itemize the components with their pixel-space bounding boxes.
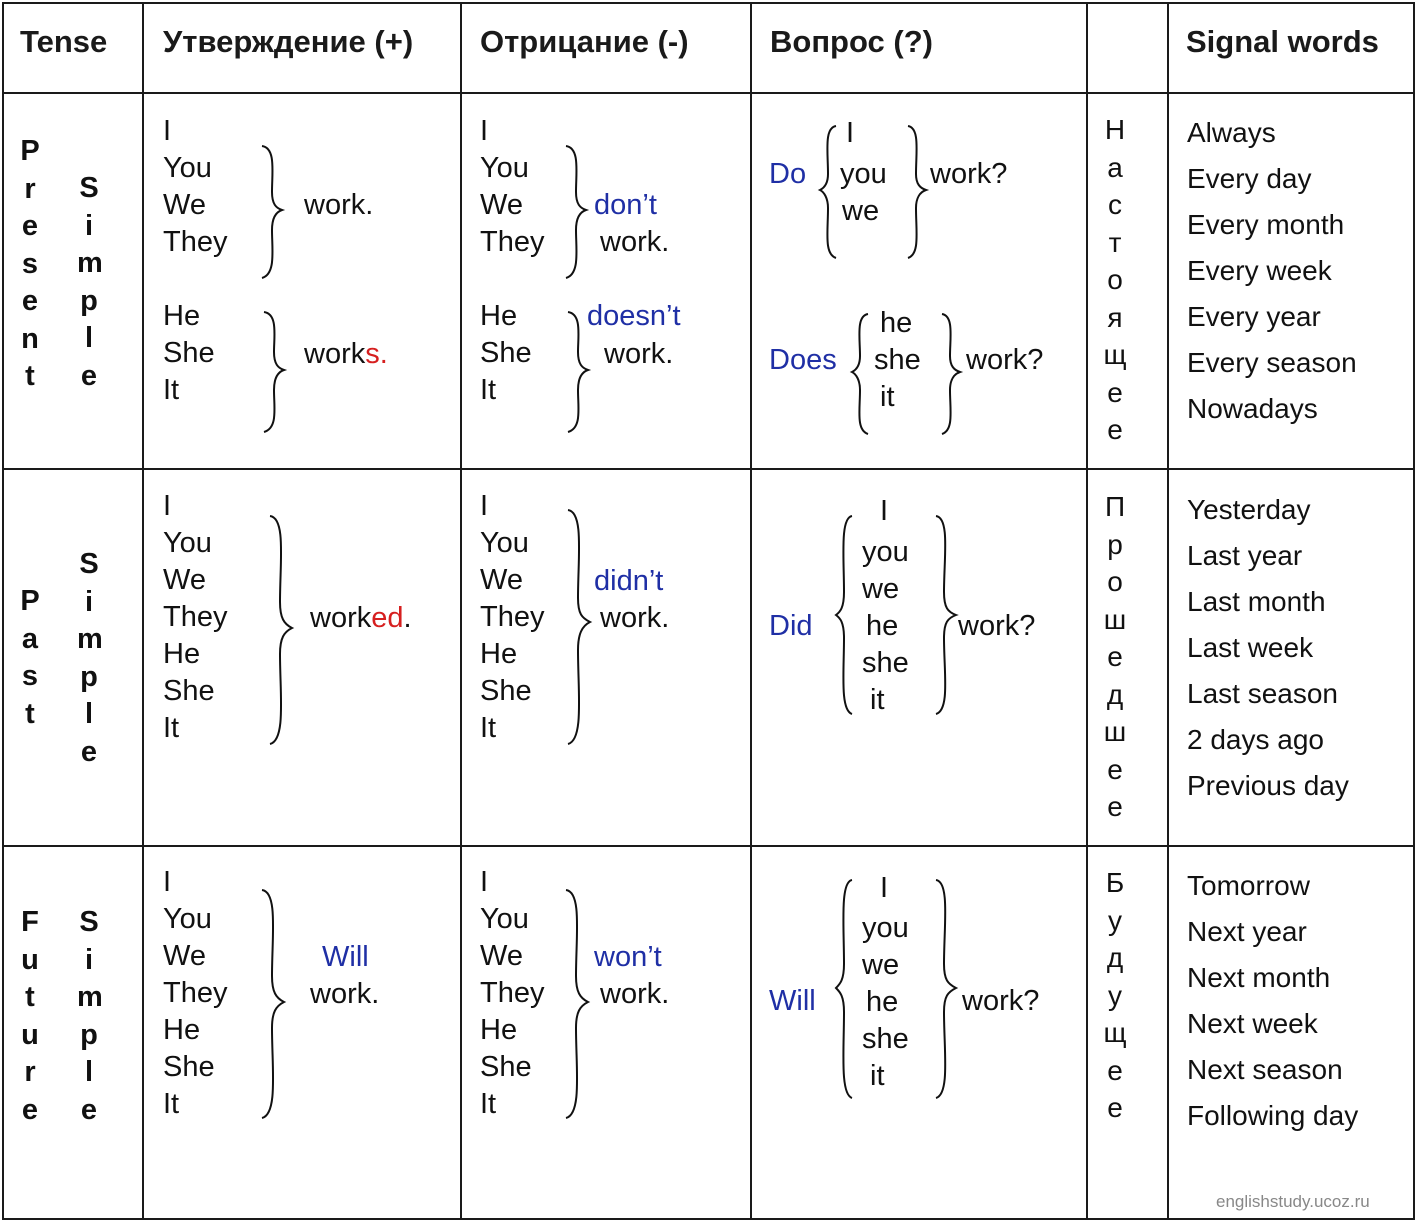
letter: m bbox=[77, 981, 103, 1013]
tense-label-simple bbox=[77, 904, 101, 1129]
letter: щ bbox=[1103, 339, 1127, 370]
negative-auxiliary: won’t bbox=[594, 941, 662, 973]
grid-line bbox=[460, 2, 462, 1220]
signal-word: Last week bbox=[1187, 632, 1314, 663]
letter: m bbox=[77, 247, 103, 279]
letter: е bbox=[1107, 414, 1123, 445]
affirmative-verb: worked. bbox=[310, 602, 412, 634]
grid-line bbox=[750, 2, 752, 1220]
signal-word: Last season bbox=[1187, 678, 1338, 709]
letter: е bbox=[1107, 791, 1123, 822]
signal-word: 2 days ago bbox=[1187, 724, 1324, 755]
negative-verb: work. bbox=[600, 226, 670, 258]
question-verb: work? bbox=[966, 344, 1044, 376]
letter: е bbox=[1107, 376, 1123, 408]
letter: е bbox=[1107, 1054, 1123, 1086]
letter: p bbox=[80, 660, 98, 693]
pronoun: I bbox=[163, 866, 172, 898]
grid-line bbox=[1167, 2, 1169, 1220]
letter: t bbox=[25, 981, 35, 1013]
signal-word: Every season bbox=[1187, 347, 1357, 378]
signal-words-list bbox=[1187, 863, 1358, 1139]
curly-brace bbox=[850, 310, 872, 438]
letter: е bbox=[1107, 753, 1123, 785]
watermark: englishstudy.ucoz.ru bbox=[1216, 1192, 1370, 1211]
curly-brace bbox=[932, 512, 958, 718]
pronoun: We bbox=[163, 564, 206, 596]
letter: r bbox=[24, 1056, 36, 1088]
letter: t bbox=[25, 697, 35, 730]
letter: e bbox=[21, 1093, 39, 1126]
pronoun: I bbox=[480, 866, 489, 898]
letter: о bbox=[1107, 264, 1123, 295]
curly-brace bbox=[818, 122, 840, 262]
question-pronoun: I bbox=[880, 872, 889, 904]
letter: l bbox=[84, 322, 94, 354]
question-pronoun: he bbox=[880, 307, 913, 339]
pronoun: She bbox=[480, 1051, 532, 1083]
question-pronoun: I bbox=[880, 495, 889, 527]
pronoun: You bbox=[480, 903, 529, 935]
curly-brace bbox=[932, 876, 958, 1102]
curly-brace bbox=[562, 886, 592, 1122]
question-pronoun: we bbox=[862, 949, 900, 981]
pronoun: It bbox=[480, 1088, 497, 1120]
pronoun: We bbox=[163, 189, 206, 221]
pronoun: She bbox=[480, 675, 532, 707]
question-pronoun: she bbox=[862, 647, 909, 679]
affirmative-auxiliary: Will bbox=[322, 941, 369, 973]
grid-line bbox=[1413, 2, 1415, 1220]
negative-auxiliary: doesn’t bbox=[587, 300, 681, 332]
letter: е bbox=[1107, 1092, 1123, 1123]
pronoun: We bbox=[480, 564, 523, 596]
pronoun: They bbox=[163, 601, 228, 633]
question-pronoun: it bbox=[880, 381, 895, 413]
grid-line bbox=[2, 468, 1415, 470]
signal-word: Following day bbox=[1187, 1100, 1359, 1131]
letter: r bbox=[24, 172, 36, 205]
letter: s bbox=[21, 660, 39, 692]
pronoun: She bbox=[163, 675, 215, 707]
pronoun: You bbox=[480, 527, 529, 559]
pronoun: I bbox=[163, 490, 172, 522]
pronoun: It bbox=[163, 1088, 180, 1120]
grid-line bbox=[2, 1218, 1415, 1220]
pronoun: I bbox=[480, 490, 489, 522]
pronoun: I bbox=[480, 115, 489, 147]
letter: ш bbox=[1103, 716, 1127, 747]
signal-word: Next year bbox=[1187, 916, 1307, 947]
pronoun: They bbox=[163, 226, 228, 258]
header-tense: Tense bbox=[20, 24, 108, 59]
question-pronoun: she bbox=[874, 344, 921, 376]
negative-pronouns bbox=[480, 864, 544, 1123]
pronoun: They bbox=[480, 226, 545, 258]
letter: e bbox=[21, 210, 39, 242]
letter: S bbox=[79, 172, 99, 204]
pronoun: She bbox=[480, 337, 532, 369]
grid-line bbox=[1086, 2, 1088, 1220]
grid-line bbox=[142, 2, 144, 1220]
curly-brace bbox=[266, 512, 296, 748]
affirmative-verb: work. bbox=[304, 189, 374, 221]
question-pronoun: you bbox=[840, 158, 887, 190]
russian-translation bbox=[1100, 488, 1130, 826]
question-pronoun: it bbox=[870, 684, 885, 716]
letter: t bbox=[25, 360, 35, 392]
pronoun: You bbox=[163, 527, 212, 559]
tense-label-simple bbox=[77, 170, 101, 395]
signal-word: Every day bbox=[1187, 163, 1312, 194]
letter: i bbox=[84, 585, 94, 618]
question-auxiliary: Do bbox=[769, 158, 807, 190]
tense-label-future bbox=[18, 904, 42, 1129]
header-question: Вопрос (?) bbox=[770, 24, 933, 59]
curly-brace bbox=[564, 506, 594, 748]
signal-word: Yesterday bbox=[1187, 494, 1311, 525]
curly-brace bbox=[258, 886, 288, 1122]
signal-word: Previous day bbox=[1187, 770, 1349, 801]
question-pronoun: she bbox=[862, 1023, 909, 1055]
letter: p bbox=[80, 284, 98, 317]
pronoun: They bbox=[480, 977, 545, 1009]
letter: p bbox=[80, 1018, 98, 1051]
letter: i bbox=[84, 943, 94, 976]
russian-translation bbox=[1100, 864, 1130, 1127]
signal-word: Every year bbox=[1187, 301, 1321, 332]
pronoun: We bbox=[163, 940, 206, 972]
pronoun: It bbox=[163, 374, 180, 406]
pronoun: You bbox=[163, 903, 212, 935]
question-pronoun: we bbox=[842, 195, 880, 227]
letter: e bbox=[80, 359, 98, 392]
negative-verb: work. bbox=[604, 338, 674, 370]
curly-brace bbox=[938, 310, 962, 438]
ending-highlight: s. bbox=[365, 338, 388, 370]
pronoun: We bbox=[480, 940, 523, 972]
question-pronoun: you bbox=[862, 536, 909, 568]
letter: S bbox=[79, 548, 99, 580]
letter: е bbox=[1107, 641, 1123, 672]
pronoun: It bbox=[480, 712, 497, 744]
pronoun: It bbox=[480, 374, 497, 406]
question-pronoun: he bbox=[866, 610, 899, 642]
letter: s bbox=[21, 247, 39, 280]
letter: m bbox=[77, 623, 103, 655]
signal-word: Next week bbox=[1187, 1008, 1318, 1039]
signal-word: Next month bbox=[1187, 962, 1331, 993]
russian-translation bbox=[1100, 111, 1130, 449]
letter: с bbox=[1108, 189, 1122, 220]
affirmative-pronouns bbox=[163, 488, 227, 747]
pronoun: They bbox=[163, 977, 228, 1009]
curly-brace bbox=[562, 142, 592, 282]
question-auxiliary: Did bbox=[769, 610, 813, 642]
pronoun: She bbox=[163, 1051, 215, 1083]
pronoun: It bbox=[163, 712, 180, 744]
letter: Н bbox=[1104, 114, 1126, 145]
signal-word: Every week bbox=[1187, 255, 1332, 286]
letter: l bbox=[84, 1056, 94, 1088]
question-pronoun: it bbox=[870, 1060, 885, 1092]
curly-brace bbox=[834, 512, 856, 718]
signal-word: Last year bbox=[1187, 540, 1303, 571]
affirmative-verb: works. bbox=[304, 338, 388, 370]
pronoun: He bbox=[480, 1014, 518, 1046]
grid-line bbox=[2, 845, 1415, 847]
negative-verb: work. bbox=[600, 602, 670, 634]
affirmative-verb: work. bbox=[310, 978, 380, 1010]
header-negative: Отрицание (-) bbox=[480, 24, 689, 59]
pronoun: He bbox=[163, 638, 201, 670]
letter: e bbox=[80, 1093, 98, 1126]
curly-brace bbox=[258, 142, 288, 282]
letter: о bbox=[1107, 566, 1123, 597]
letter: у bbox=[1108, 979, 1122, 1011]
curly-brace bbox=[904, 122, 928, 262]
signal-word: Always bbox=[1187, 117, 1276, 148]
letter: я bbox=[1107, 301, 1123, 333]
letter: e bbox=[80, 735, 98, 768]
letter: a bbox=[21, 622, 39, 655]
affirmative-pronouns bbox=[163, 864, 227, 1123]
question-auxiliary: Will bbox=[769, 985, 816, 1017]
tense-label-simple bbox=[77, 546, 101, 771]
letter: S bbox=[79, 906, 99, 938]
curly-brace bbox=[834, 876, 856, 1102]
question-verb: work? bbox=[930, 158, 1008, 190]
letter: l bbox=[84, 698, 94, 730]
question-auxiliary: Does bbox=[769, 344, 837, 376]
signal-word: Every month bbox=[1187, 209, 1345, 240]
pronoun: He bbox=[163, 1014, 201, 1046]
pronoun: She bbox=[163, 337, 215, 369]
letter: i bbox=[84, 209, 94, 242]
letter: F bbox=[21, 906, 39, 938]
letter: Б bbox=[1105, 867, 1125, 898]
question-pronoun: you bbox=[862, 912, 909, 944]
pronoun: He bbox=[163, 300, 201, 332]
letter: а bbox=[1107, 151, 1123, 183]
signal-word: Next season bbox=[1187, 1054, 1343, 1085]
letter: д bbox=[1106, 942, 1124, 973]
question-pronoun: he bbox=[866, 986, 899, 1018]
grid-line bbox=[2, 2, 1415, 4]
question-verb: work? bbox=[958, 610, 1036, 642]
tense-label-present bbox=[18, 133, 42, 396]
letter: e bbox=[21, 285, 39, 317]
curly-brace bbox=[260, 308, 290, 436]
negative-auxiliary: don’t bbox=[594, 189, 657, 221]
question-verb: work? bbox=[962, 985, 1040, 1017]
negative-pronouns bbox=[480, 488, 544, 747]
letter: д bbox=[1106, 678, 1124, 710]
signal-words-list bbox=[1187, 487, 1349, 809]
letter: у bbox=[1108, 904, 1122, 936]
letter: т bbox=[1108, 226, 1122, 258]
question-pronoun: I bbox=[846, 117, 855, 149]
pronoun: We bbox=[480, 189, 523, 221]
pronoun: He bbox=[480, 300, 518, 332]
affirmative-pronouns bbox=[163, 113, 227, 261]
negative-auxiliary: didn’t bbox=[594, 565, 664, 597]
affirmative-pronouns bbox=[163, 298, 215, 409]
letter: P bbox=[20, 135, 40, 167]
ending-highlight: ed bbox=[371, 602, 404, 634]
negative-pronouns bbox=[480, 298, 532, 409]
letter: щ bbox=[1103, 1017, 1127, 1048]
pronoun: I bbox=[163, 115, 172, 147]
grid-line bbox=[2, 2, 4, 1220]
signal-words-list bbox=[1187, 110, 1357, 432]
letter: u bbox=[21, 943, 39, 976]
negative-verb: work. bbox=[600, 978, 670, 1010]
signal-word: Nowadays bbox=[1187, 393, 1318, 424]
letter: р bbox=[1107, 528, 1123, 560]
negative-pronouns bbox=[480, 113, 544, 261]
header-affirmative: Утверждение (+) bbox=[163, 24, 414, 59]
grid-line bbox=[2, 92, 1415, 94]
letter: P bbox=[20, 585, 40, 617]
signal-word: Tomorrow bbox=[1187, 870, 1310, 901]
letter: П bbox=[1104, 491, 1126, 522]
pronoun: You bbox=[480, 152, 529, 184]
pronoun: They bbox=[480, 601, 545, 633]
header-signal-words: Signal words bbox=[1186, 24, 1379, 59]
letter: n bbox=[21, 322, 39, 355]
tense-label-past bbox=[18, 583, 42, 733]
pronoun: He bbox=[480, 638, 518, 670]
pronoun: You bbox=[163, 152, 212, 184]
letter: ш bbox=[1103, 603, 1127, 635]
letter: u bbox=[21, 1018, 39, 1051]
question-pronoun: we bbox=[862, 573, 900, 605]
signal-word: Last month bbox=[1187, 586, 1326, 617]
